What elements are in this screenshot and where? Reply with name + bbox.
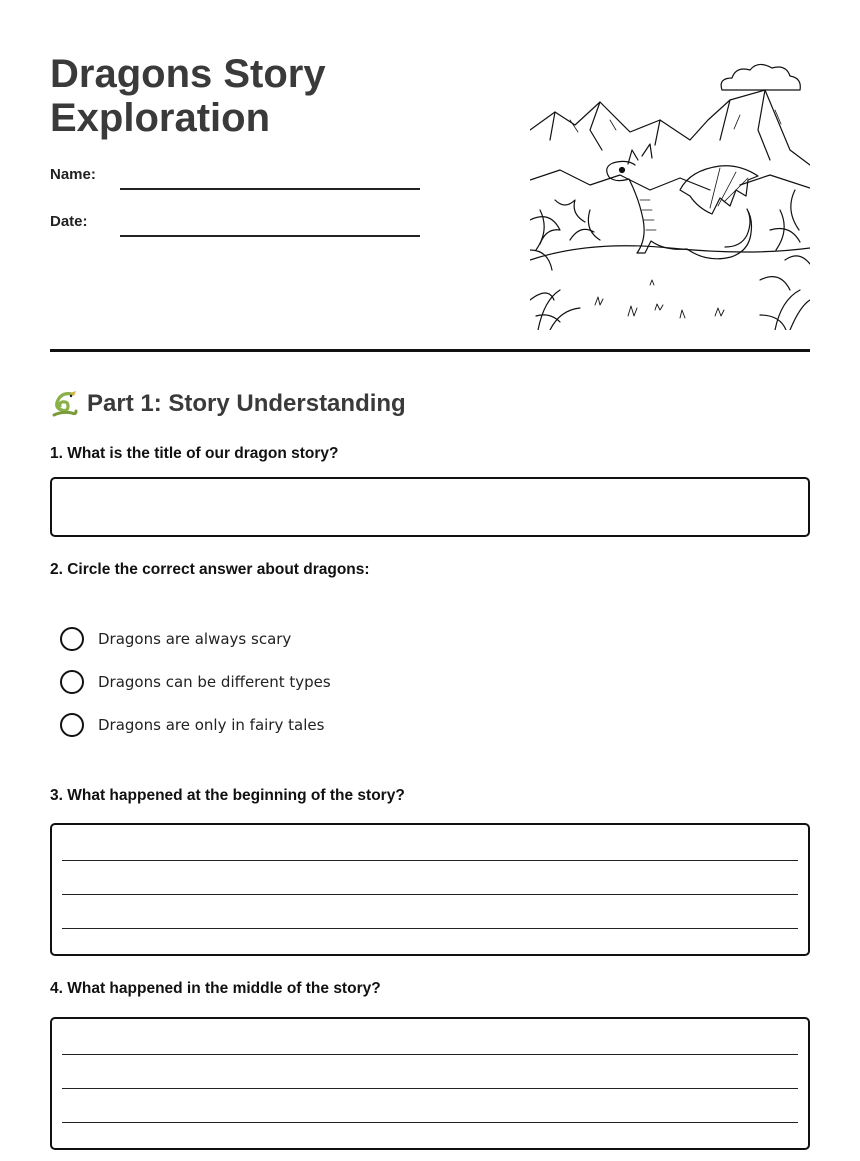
writing-line — [62, 928, 798, 929]
radio-circle[interactable] — [60, 670, 84, 694]
header-divider — [50, 349, 810, 352]
question-3: 3. What happened at the beginning of the story? — [50, 787, 405, 804]
name-label: Name: — [50, 166, 96, 183]
writing-line — [62, 894, 798, 895]
cloud — [721, 64, 800, 90]
dragon-icon — [50, 389, 80, 419]
answer-box-1[interactable] — [50, 477, 810, 537]
name-line[interactable] — [120, 188, 420, 190]
writing-line — [62, 860, 798, 861]
option-label: Dragons can be different types — [98, 673, 331, 691]
plants-right — [760, 190, 810, 330]
plants-left — [530, 200, 600, 270]
option-label: Dragons are only in fairy tales — [98, 716, 325, 734]
option-fairy-tales[interactable] — [60, 712, 324, 738]
writing-line — [62, 1054, 798, 1055]
radio-circle[interactable] — [60, 713, 84, 737]
writing-line — [62, 1122, 798, 1123]
page-title: Dragons Story Exploration — [50, 52, 326, 140]
dragon-body — [607, 161, 752, 258]
dragon-illustration — [530, 60, 810, 330]
date-label: Date: — [50, 213, 88, 230]
question-2: 2. Circle the correct answer about dragons: — [50, 561, 370, 578]
option-label: Dragons are always scary — [98, 630, 292, 648]
part1-heading — [50, 388, 406, 420]
dragon-horns — [628, 144, 652, 164]
name-field[interactable] — [50, 166, 420, 190]
question-1: 1. What is the title of our dragon story? — [50, 445, 339, 462]
part1-title: Part 1: Story Understanding — [87, 390, 406, 417]
answer-box-4[interactable] — [50, 1017, 810, 1150]
option-different-types[interactable] — [60, 669, 331, 695]
option-always-scary[interactable] — [60, 626, 291, 652]
answer-input-1[interactable] — [52, 479, 808, 535]
date-line[interactable] — [120, 235, 420, 237]
question-4: 4. What happened in the middle of the story? — [50, 980, 381, 997]
radio-circle[interactable] — [60, 627, 84, 651]
date-field[interactable] — [50, 213, 420, 237]
answer-box-3[interactable] — [50, 823, 810, 956]
writing-line — [62, 1088, 798, 1089]
